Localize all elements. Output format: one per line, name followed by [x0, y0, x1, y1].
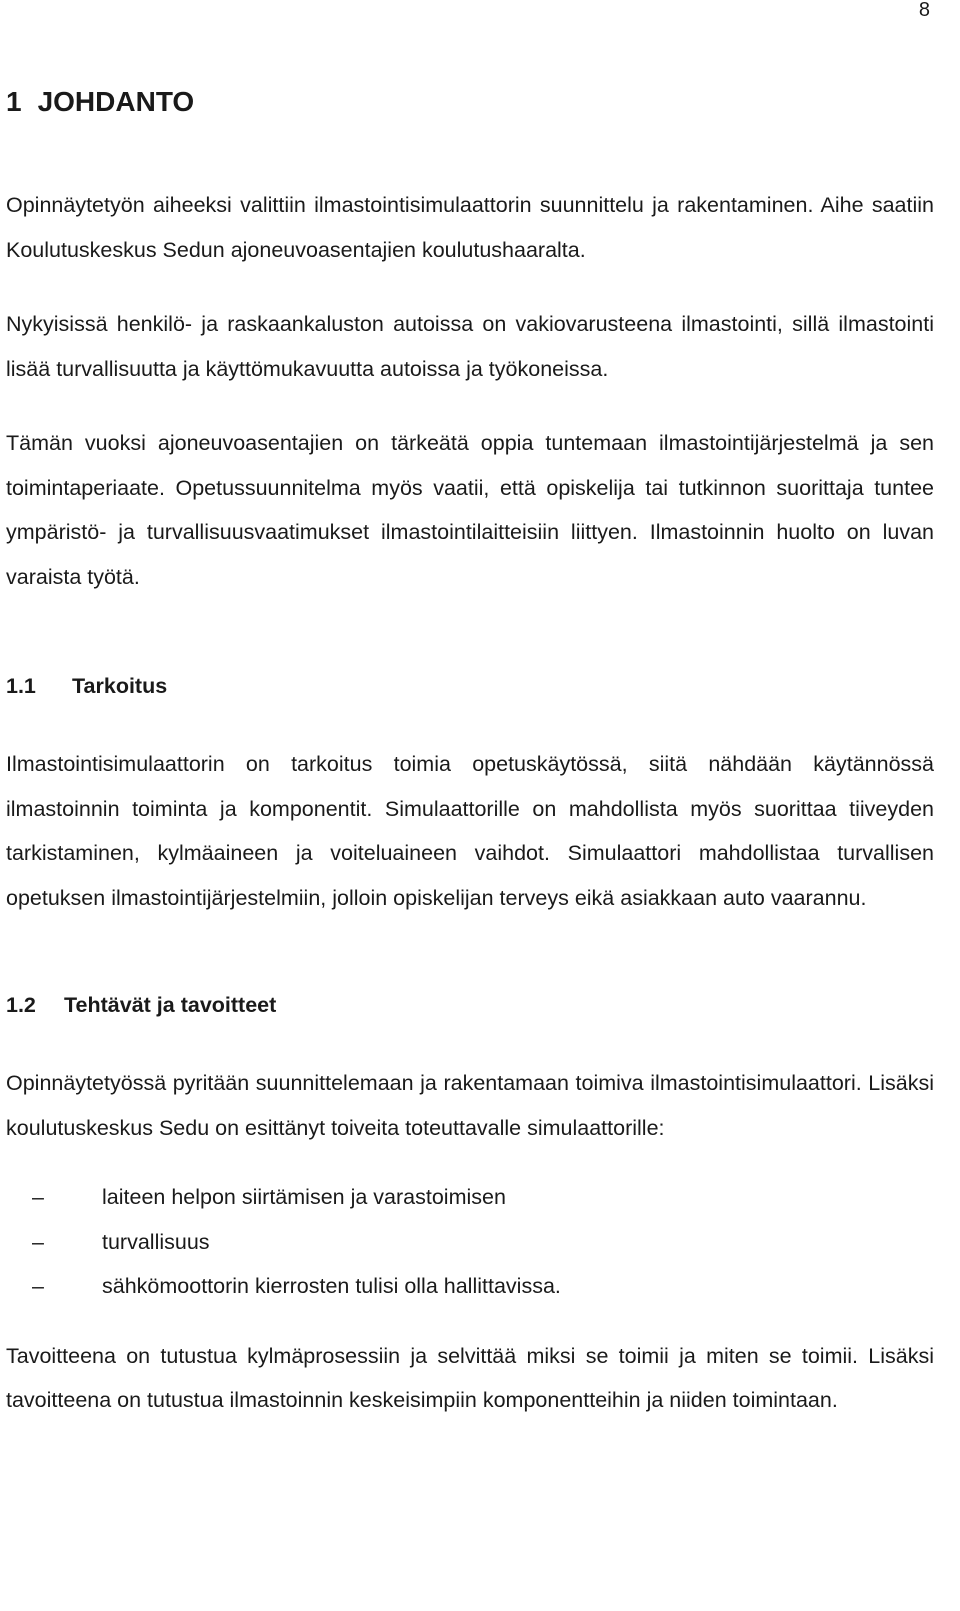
- section-heading-purpose: [6, 670, 934, 702]
- goals-intro-paragraph: Opinnäytetyössä pyritään suunnittelemaan ja rakentamaan toimiva ilmastointisimulaattori. Lisäksi koulutuskeskus Sedu on esittänyt toiveita toteuttavalle simulaattorille:: [6, 1071, 934, 1140]
- section-title: Tarkoitus: [72, 674, 168, 698]
- chapter-paragraph-2: Nykyisissä henkilö- ja raskaankaluston autoissa on vakiovarusteena ilmastointi, sillä ilmastointi lisää turvallisuutta ja käyttömukavuutta autoissa ja työkoneissa.: [6, 312, 934, 381]
- chapter-paragraph-3: Tämän vuoksi ajoneuvoasentajien on tärkeätä oppia tuntemaan ilmastointijärjestelmä ja sen toimintaperiaate. Opetussuunnitelma myös vaatii, että opiskelija tai tutkinnon suorittaja tuntee ympäristö- ja turvallisuusvaatimukset ilmastointilaitteisiin liittyen. Ilmastoinnin huolto on luvan varaista työtä.: [6, 431, 934, 589]
- page-number: 8: [918, 0, 930, 21]
- chapter-title: JOHDANTO: [37, 86, 195, 117]
- dash-bullet: –: [32, 1185, 44, 1209]
- list-item: – turvallisuus: [6, 1220, 934, 1265]
- purpose-paragraph: Ilmastointisimulaattorin on tarkoitus toimia opetuskäytössä, siitä nähdään käytännössä ilmastoinnin toiminta ja komponentit. Simulaattorille on mahdollista myös suorittaa tiiveyden tarkistaminen, kylmäaineen ja voiteluaineen vaihdot. Simulaattori mahdollistaa turvallisen opetuksen ilmastointijärjestelmiin, jolloin opiskelijan terveys eikä asiakkaan auto vaarannu.: [6, 752, 934, 910]
- goals-outro-paragraph: Tavoitteena on tutustua kylmäprosessiin ja selvittää miksi se toimii ja miten se toimii. Lisäksi tavoitteena on tutustua ilmastoinnin keskeisimpiin komponentteihin ja niiden toimintaan.: [6, 1343, 934, 1412]
- list-item: – laiteen helpon siirtämisen ja varastoimisen: [6, 1175, 934, 1220]
- section-number: 1.2: [6, 993, 36, 1017]
- section-title: Tehtävät ja tavoitteet: [64, 993, 277, 1017]
- wish-list: [6, 1175, 934, 1309]
- dash-bullet: –: [32, 1229, 44, 1254]
- document-body: [6, 82, 934, 1423]
- section-heading-goals: [6, 989, 934, 1021]
- list-item: – sähkömoottorin kierrosten tulisi olla hallittavissa.: [6, 1264, 934, 1309]
- chapter-number: 1: [6, 86, 22, 117]
- section-number: 1.1: [6, 674, 36, 698]
- chapter-heading: [6, 82, 934, 122]
- dash-bullet: –: [32, 1274, 44, 1298]
- chapter-paragraph-1: Opinnäytetyön aiheeksi valittiin ilmastointisimulaattorin suunnittelu ja rakentaminen. Aihe saatiin Koulutuskeskus Sedun ajoneuvoasentajien koulutushaaralta.: [6, 193, 934, 262]
